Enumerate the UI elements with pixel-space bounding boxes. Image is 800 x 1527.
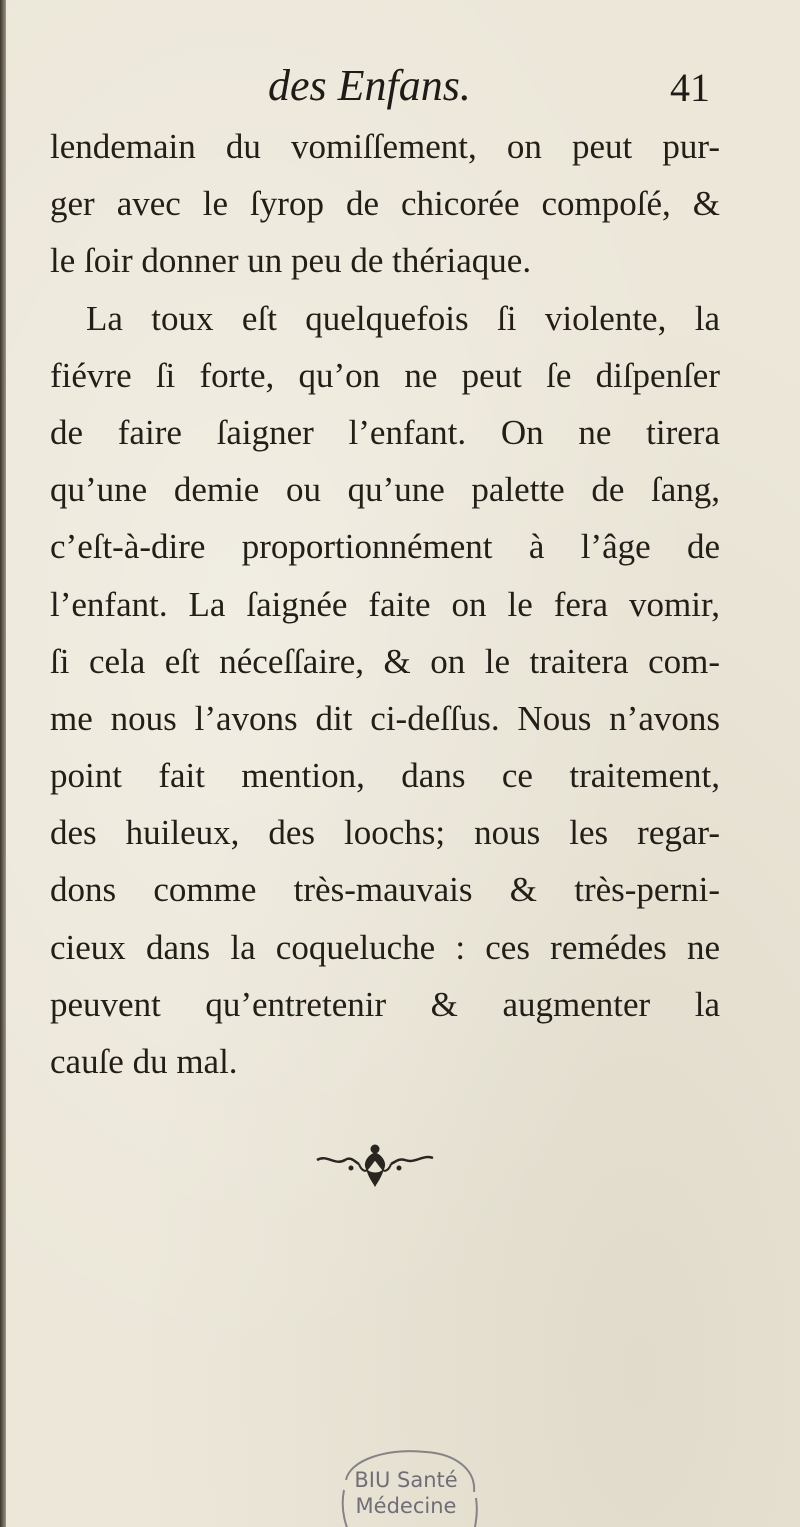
text-line: fiévre ſi forte, qu’on ne peut ſe diſpenſer — [50, 355, 720, 395]
text-line: cieux dans la coqueluche : ces remédes ne — [50, 927, 720, 967]
text-line: lendemain du vomiſſement, on peut pur- — [50, 127, 720, 166]
text-line: qu’une demie ou qu’une palette de ſang, — [50, 470, 720, 510]
text-line: La toux eſt quelquefois ſi violente, la — [86, 298, 720, 338]
text-line: le ſoir donner un peu de thériaque. — [50, 241, 532, 281]
text-line: ſi cela eſt néceſſaire, & on le traitera com- — [50, 641, 720, 681]
page-header — [0, 60, 800, 120]
stamp-line-1: BIU Santé — [354, 1468, 458, 1492]
text-line: des huileux, des loochs; nous les regar- — [50, 813, 720, 853]
body-text — [50, 118, 720, 1090]
page-number: 41 — [670, 65, 710, 110]
library-stamp-icon — [326, 1440, 486, 1527]
fleuron-ornament-icon — [315, 1140, 435, 1190]
binding-edge — [0, 0, 6, 1527]
running-title: des Enfans. — [268, 61, 471, 110]
text-line: point fait mention, dans ce traitement, — [50, 756, 720, 796]
text-line: cauſe du mal. — [50, 1042, 238, 1081]
text-line: dons comme très-mauvais & très-perni- — [50, 870, 720, 910]
text-line: de faire ſaigner l’enfant. On ne tirera — [50, 412, 720, 452]
text-line: c’eſt-à-dire proportionnément à l’âge de — [50, 527, 720, 567]
text-line: l’enfant. La ſaignée faite on le fera vomir, — [50, 584, 720, 624]
text-line: ger avec le ſyrop de chicorée compoſé, & — [50, 184, 720, 224]
stamp-line-2: Médecine — [355, 1494, 457, 1518]
text-line: me nous l’avons dit ci-deſſus. Nous n’avons — [50, 698, 720, 738]
text-line: peuvent qu’entretenir & augmenter la — [50, 984, 720, 1024]
